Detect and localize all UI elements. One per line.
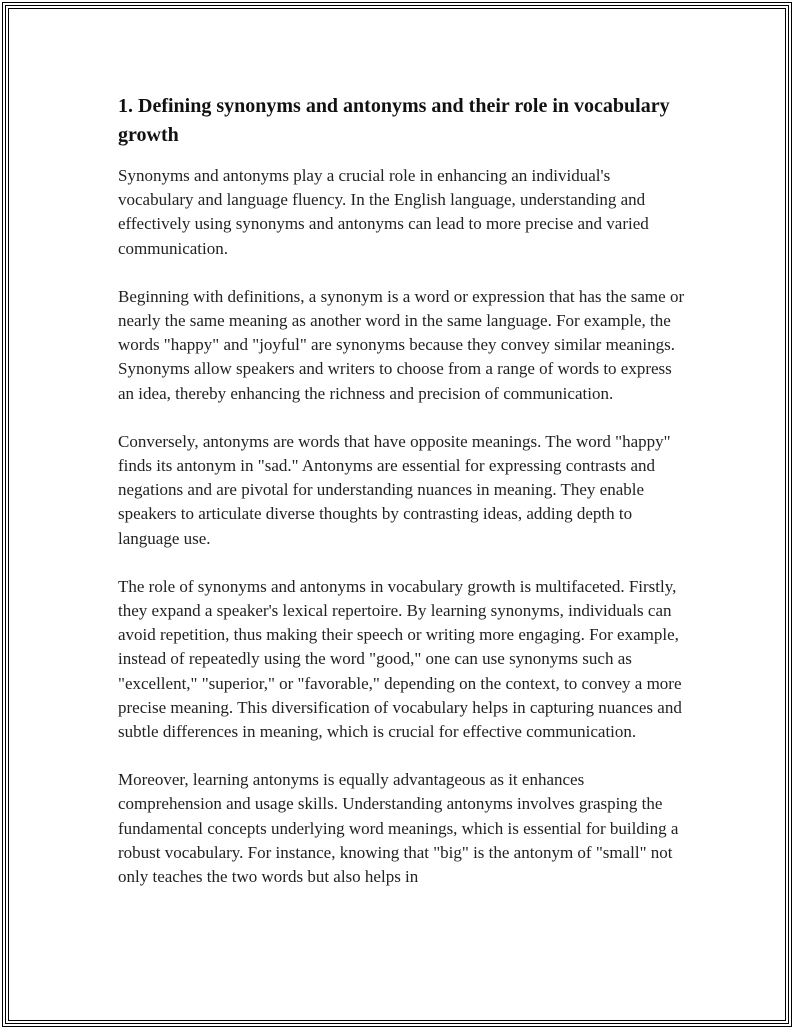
paragraph-intro: Synonyms and antonyms play a crucial role in enhancing an individual's vocabulary and language fluency. In the English language, understanding and effectively using synonyms and antonyms can lead to more precise and varied communication.: [118, 166, 649, 258]
document-body: [118, 92, 688, 913]
paragraph-synonym-definition: Beginning with definitions, a synonym is a word or expression that has the same or nearly the same meaning as another word in the same language. For example, the words "happy" and "joyful" are synonyms because they convey similar meanings. Synonyms allow speakers and writers to choose from a range of words to express an idea, thereby enhancing the richness and precision of communication.: [118, 286, 685, 403]
section-heading: 1. Defining synonyms and antonyms and their role in vocabulary growth: [118, 95, 670, 146]
paragraph-antonym-definition: Conversely, antonyms are words that have opposite meanings. The word "happy" finds its antonym in "sad." Antonyms are essential for expressing contrasts and negations and are pivotal for understanding nuances in meaning. They enable speakers to articulate diverse thoughts by contrasting ideas, adding depth to language use.: [118, 431, 671, 548]
paragraph-vocabulary-growth: The role of synonyms and antonyms in vocabulary growth is multifaceted. Firstly, they expand a speaker's lexical repertoire. By learning synonyms, individuals can avoid repetition, thus making their speech or writing more engaging. For example, instead of repeatedly using the word "good," one can use synonyms such as "excellent," "superior," or "favorable," depending on the context, to convey a more precise meaning. This diversification of vocabulary helps in capturing nuances and subtle differences in meaning, which is crucial for effective communication.: [118, 576, 682, 742]
paragraph-antonym-learning: Moreover, learning antonyms is equally advantageous as it enhances comprehension and usage skills. Understanding antonyms involves grasping the fundamental concepts underlying word meanings, which is essential for building a robust vocabulary. For instance, knowing that "big" is the antonym of "small" not only teaches the two words but also helps in: [118, 770, 679, 887]
